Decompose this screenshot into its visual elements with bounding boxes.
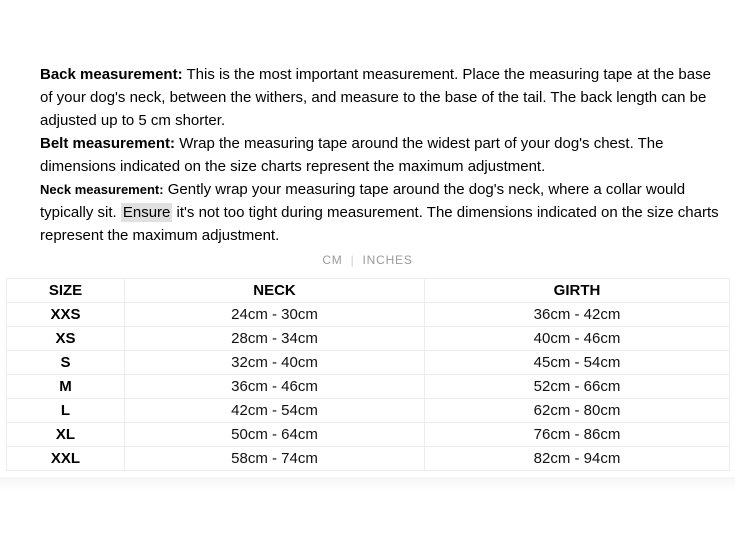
measurement-instructions xyxy=(40,63,722,247)
neck-cell: 28cm - 34cm xyxy=(125,327,425,351)
size-cell: XXL xyxy=(7,447,125,471)
unit-toggle xyxy=(0,253,735,267)
unit-separator: | xyxy=(350,253,355,267)
girth-cell: 52cm - 66cm xyxy=(425,375,730,399)
neck-cell: 24cm - 30cm xyxy=(125,303,425,327)
table-header-neck: NECK xyxy=(125,279,425,303)
size-cell: S xyxy=(7,351,125,375)
back-measurement-text: This is the most important measurement. Place the measuring tape at the base of your dog's neck, between the withers, and measure to the base of the tail. The back length can be adjusted up to 5 cm shorter. xyxy=(40,66,711,129)
back-measurement-paragraph xyxy=(40,63,722,132)
table-header-size: SIZE xyxy=(7,279,125,303)
highlighted-word: Ensure xyxy=(122,204,171,221)
girth-cell: 82cm - 94cm xyxy=(425,447,730,471)
table-row xyxy=(7,375,730,399)
neck-cell: 50cm - 64cm xyxy=(125,423,425,447)
girth-cell: 76cm - 86cm xyxy=(425,423,730,447)
size-cell: XXS xyxy=(7,303,125,327)
neck-measurement-label: Neck measurement: xyxy=(40,182,164,197)
table-row xyxy=(7,399,730,423)
table-header-row xyxy=(7,279,730,303)
content-bottom-fade xyxy=(0,477,735,491)
cm-toggle[interactable]: CM xyxy=(322,253,343,267)
size-cell: XL xyxy=(7,423,125,447)
neck-measurement-text-before: Gently wrap your measuring tape around the dog's neck, where a collar would typically sit. xyxy=(40,181,686,221)
inches-toggle[interactable]: INCHES xyxy=(362,253,413,267)
neck-cell: 58cm - 74cm xyxy=(125,447,425,471)
girth-cell: 45cm - 54cm xyxy=(425,351,730,375)
girth-cell: 62cm - 80cm xyxy=(425,399,730,423)
size-cell: XS xyxy=(7,327,125,351)
neck-measurement-text-after: it's not too tight during measurement. The dimensions indicated on the size charts represent the maximum adjustment. xyxy=(40,204,719,244)
neck-cell: 36cm - 46cm xyxy=(125,375,425,399)
belt-measurement-label: Belt measurement: xyxy=(40,135,176,152)
table-row xyxy=(7,423,730,447)
neck-cell: 32cm - 40cm xyxy=(125,351,425,375)
table-row xyxy=(7,351,730,375)
size-cell: M xyxy=(7,375,125,399)
table-header-girth: GIRTH xyxy=(425,279,730,303)
girth-cell: 40cm - 46cm xyxy=(425,327,730,351)
table-row xyxy=(7,447,730,471)
girth-cell: 36cm - 42cm xyxy=(425,303,730,327)
size-cell: L xyxy=(7,399,125,423)
neck-cell: 42cm - 54cm xyxy=(125,399,425,423)
belt-measurement-text: Wrap the measuring tape around the widest part of your dog's chest. The dimensions indicated on the size charts represent the maximum adjustment. xyxy=(40,135,664,175)
belt-measurement-paragraph xyxy=(40,132,722,178)
back-measurement-label: Back measurement: xyxy=(40,66,183,83)
size-chart-table xyxy=(6,278,730,471)
table-row xyxy=(7,327,730,351)
neck-measurement-paragraph xyxy=(40,178,722,247)
table-row xyxy=(7,303,730,327)
